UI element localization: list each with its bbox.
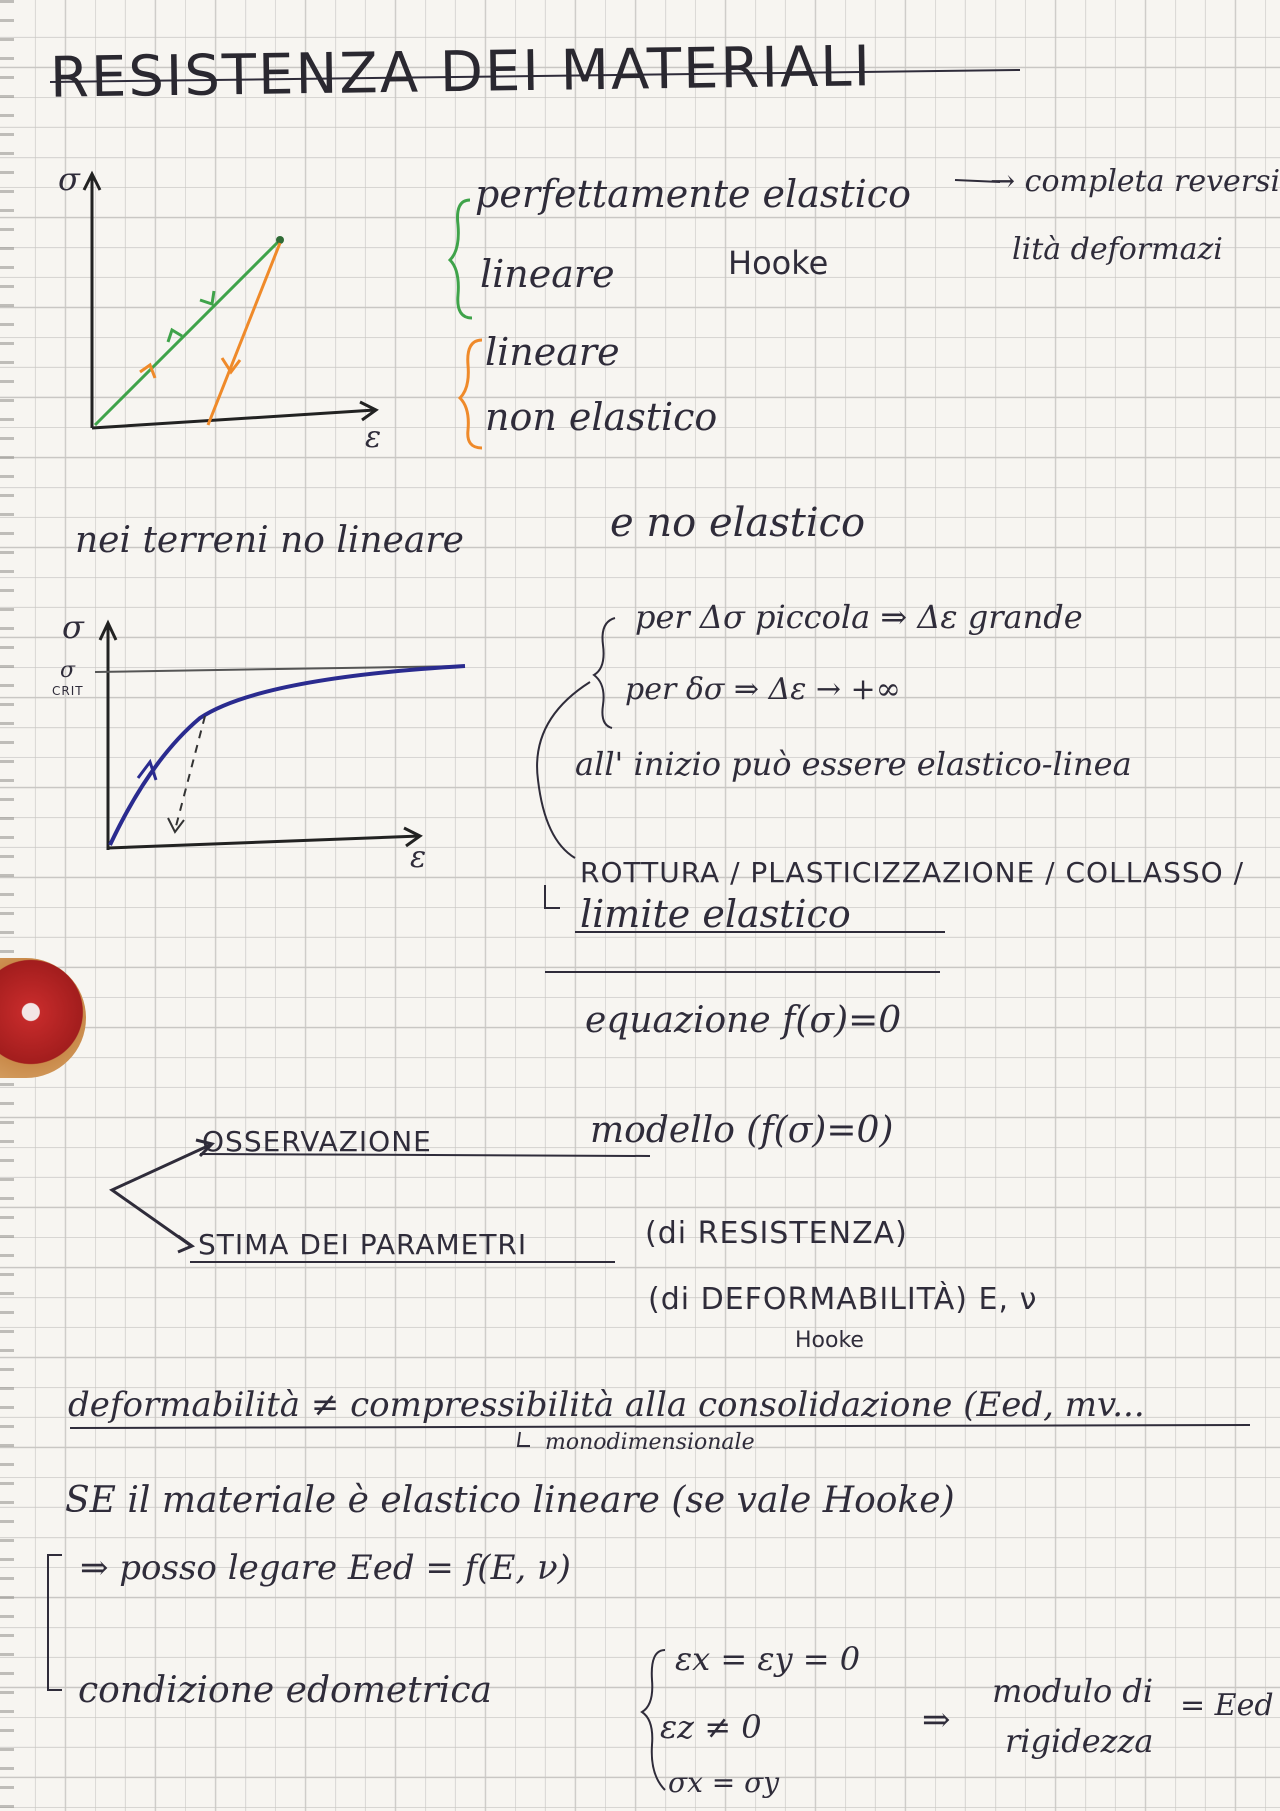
conditions-result3: = Eed <box>1180 1688 1274 1723</box>
graph2-unload-dash <box>175 716 205 830</box>
branch-observation: OSSERVAZIONE <box>202 1125 432 1158</box>
brace2-orange <box>460 340 482 448</box>
brace3 <box>594 618 615 728</box>
branch-estimate: STIMA DEI PARAMETRI <box>198 1228 528 1261</box>
brace1-note2: lità deformazi <box>1012 232 1223 267</box>
soil-note-1: nei terreni no lineare <box>75 520 464 561</box>
graph2-x-label: ε <box>410 840 427 875</box>
deform-sub: monodimensionale <box>545 1430 755 1455</box>
branch-model: modello (f(σ)=0) <box>590 1110 894 1151</box>
conditions-eq1: εx = εy = 0 <box>675 1640 861 1678</box>
graph2 <box>95 623 465 850</box>
graph1-y-label: σ <box>58 160 80 198</box>
graph1-x-label: ε <box>365 420 382 455</box>
conditions-eq2: εz ≠ 0 <box>660 1708 762 1746</box>
conditions-posso: ⇒ posso legare Eed = f(E, ν) <box>80 1548 571 1588</box>
graph1-elastic-line <box>95 240 280 425</box>
brace1-line1: perfettamente elastico <box>475 172 911 216</box>
branch-arrows <box>112 1145 210 1245</box>
branch-arrow-bottom <box>178 1236 192 1252</box>
branch-hooke: Hooke <box>795 1328 864 1353</box>
conditions-edometric: condizione edometrica <box>78 1670 492 1711</box>
conditions-bracket <box>48 1555 62 1690</box>
brace1-hooke: Hooke <box>728 244 829 282</box>
branch-deformability: (di DEFORMABILITÀ) E, ν <box>648 1282 1038 1317</box>
mono-hook <box>518 1432 530 1446</box>
brace3-line1: per Δσ piccola ⇒ Δε grande <box>635 598 1083 636</box>
graph2-curve <box>110 666 465 845</box>
brace1-line2: lineare <box>480 252 615 296</box>
conditions-if: SE il materiale è elastico lineare (se vale Hooke) <box>65 1480 955 1521</box>
deform-underline <box>70 1425 1250 1428</box>
failure-modes: ROTTURA / PLASTICIZZAZIONE / COLLASSO / <box>580 856 1245 889</box>
graph2-y-label: σ <box>62 608 84 646</box>
brace2-line2: non elastico <box>485 395 718 439</box>
conditions-result2: rigidezza <box>1005 1722 1154 1760</box>
page-title: RESISTENZA DEI MATERIALI <box>49 34 873 111</box>
failure-equation: equazione f(σ)=0 <box>585 1000 902 1041</box>
graph1-unload-line <box>208 243 280 425</box>
graph1-peak-point <box>276 236 284 244</box>
conditions-eq3: σx = σy <box>668 1766 780 1799</box>
brace1-green <box>450 200 472 318</box>
brace3-line2: per δσ ⇒ Δε → +∞ <box>625 672 901 707</box>
conditions-result1: modulo di <box>992 1672 1154 1710</box>
graph1-elastic-arrow-up <box>200 291 214 304</box>
graph1 <box>84 174 376 428</box>
brace1-note1: → completa reversi <box>990 164 1280 199</box>
conditions-result-arrow: ⇒ <box>922 1700 951 1740</box>
failure-limit: limite elastico <box>580 892 851 936</box>
graph2-critical-label: σ <box>60 658 76 683</box>
brace3-line3: all' inizio può essere elastico-linea <box>575 745 1132 783</box>
brace2-line1: lineare <box>485 330 620 374</box>
graph2-x-axis <box>108 836 420 848</box>
branch-resistance: (di RESISTENZA) <box>645 1216 908 1251</box>
limit-arrow <box>545 885 560 908</box>
graph1-x-axis <box>92 410 375 428</box>
soil-note-2: e no elastico <box>610 500 866 546</box>
graph2-critical-sub: CRIT <box>52 684 84 698</box>
deform-line: deformabilità ≠ compressibilità alla consolidazione (Eed, mv... <box>68 1385 1145 1425</box>
